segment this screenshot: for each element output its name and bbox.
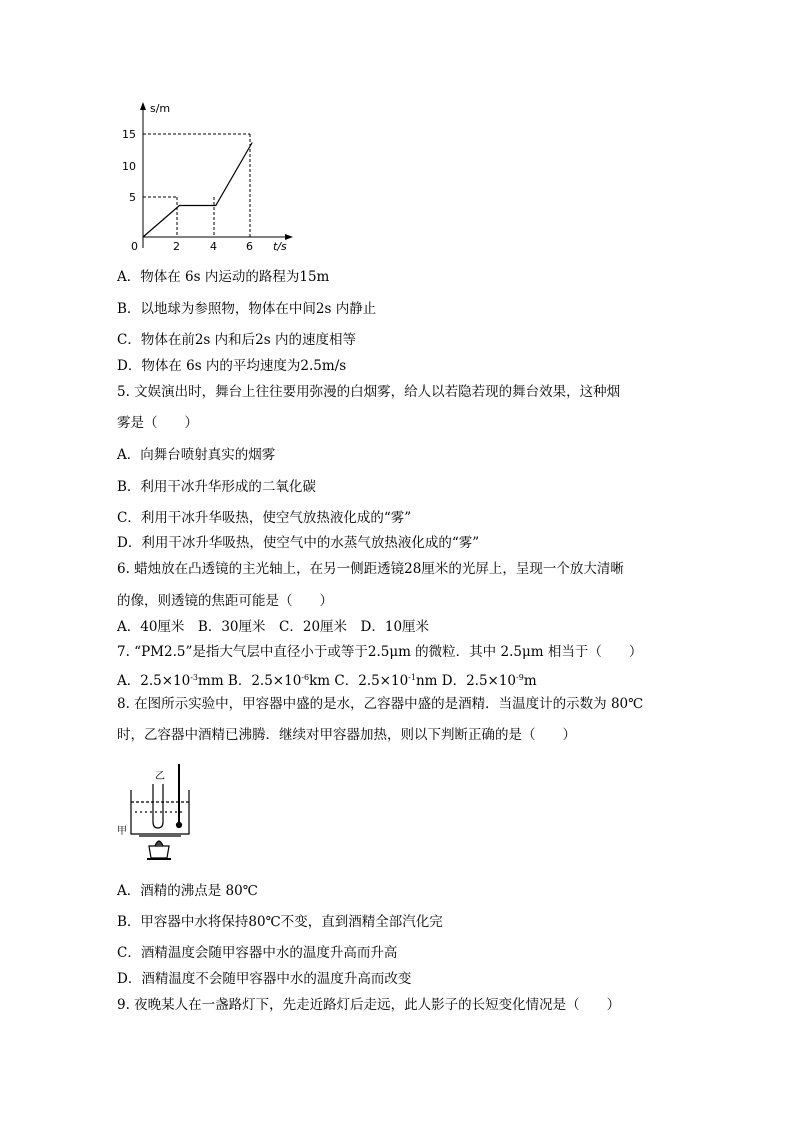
q4-option-a: A．物体在 6s 内运动的路程为15m bbox=[117, 269, 330, 285]
q5-stem-line2: 雾是（ ） bbox=[117, 415, 198, 431]
q7-opt-c-unit: nm D．2.5×10 bbox=[415, 673, 517, 689]
label-yi: 乙 bbox=[155, 771, 165, 782]
burner bbox=[149, 846, 169, 858]
boiling-apparatus-figure bbox=[117, 762, 197, 870]
q7-opt-d-unit: m bbox=[523, 673, 537, 689]
q7-opt-a-pre: A．2.5×10 bbox=[117, 673, 191, 689]
q8-option-d: D．酒精温度不会随甲容器中水的温度升高而改变 bbox=[117, 971, 412, 987]
q7-opt-a-unit: mm B．2.5×10 bbox=[198, 673, 302, 689]
q6-stem-line1: 6. 蜡烛放在凸透镜的主光轴上，在另一侧距透镜28厘米的光屏上，呈现一个放大清晰 bbox=[117, 561, 624, 577]
q7-opt-d-exp: -9 bbox=[516, 673, 524, 682]
x-axis-label: t/s bbox=[273, 240, 287, 253]
x-tick-6: 6 bbox=[246, 240, 253, 253]
q5-option-c: C．利用干冰升华吸热，使空气放热液化成的“雾” bbox=[117, 510, 412, 526]
q7-opt-c-exp: -1 bbox=[408, 673, 416, 682]
thermometer-bulb bbox=[177, 823, 182, 828]
test-tube-yi bbox=[153, 784, 163, 828]
y-axis-label: s/m bbox=[150, 102, 171, 115]
q5-option-b: B．利用干冰升华形成的二氧化碳 bbox=[117, 479, 316, 495]
q6-stem-line2: 的像，则透镜的焦距可能是（ ） bbox=[117, 593, 333, 609]
q8-option-c: C．酒精温度会随甲容器中水的温度升高而升高 bbox=[117, 945, 398, 961]
q8-stem-line1: 8. 在图所示实验中，甲容器中盛的是水，乙容器中盛的是酒精．当温度计的示数为 80℃ bbox=[117, 696, 644, 712]
flame bbox=[155, 841, 163, 846]
q5-option-d: D．利用干冰升华吸热，使空气中的水蒸气放热液化成的“雾” bbox=[117, 535, 480, 551]
distance-line bbox=[143, 143, 252, 238]
q7-options bbox=[117, 669, 537, 690]
q7-opt-a-exp: -3 bbox=[190, 673, 199, 682]
x-tick-4: 4 bbox=[210, 240, 217, 253]
q7-opt-b-unit: km C．2.5×10 bbox=[309, 673, 409, 689]
q5-stem-line1: 5. 文娱演出时，舞台上往往要用弥漫的白烟雾，给人以若隐若现的舞台效果，这种烟 bbox=[117, 384, 621, 400]
q8-stem-line2: 时，乙容器中酒精已沸腾．继续对甲容器加热，则以下判断正确的是（ ） bbox=[117, 727, 576, 743]
q9-stem: 9. 夜晚某人在一盏路灯下，先走近路灯后走远，此人影子的长短变化情况是（ ） bbox=[117, 997, 621, 1013]
q7-opt-b-exp: -6 bbox=[301, 673, 310, 682]
q7-stem: 7. “PM2.5”是指大气层中直径小于或等于2.5μm 的微粒．其中 2.5μm 相当于（ ） bbox=[117, 644, 643, 660]
y-tick-5: 5 bbox=[129, 191, 136, 204]
label-jia: 甲 bbox=[117, 826, 127, 837]
q4-option-d: D．物体在 6s 内的平均速度为2.5m/s bbox=[117, 358, 347, 374]
q4-option-c: C．物体在前2s 内和后2s 内的速度相等 bbox=[117, 332, 356, 348]
q6-options: A．40厘米 B．30厘米 C．20厘米 D．10厘米 bbox=[117, 619, 430, 635]
y-tick-10: 10 bbox=[122, 160, 136, 173]
origin-label: 0 bbox=[131, 240, 138, 253]
q5-option-a: A．向舞台喷射真实的烟雾 bbox=[117, 447, 276, 463]
q8-option-a: A．酒精的沸点是 80℃ bbox=[117, 883, 258, 899]
q8-option-b: B．甲容器中水将保持80℃不变，直到酒精全部汽化完 bbox=[117, 914, 443, 930]
y-axis-arrow bbox=[140, 102, 146, 110]
y-tick-15: 15 bbox=[122, 128, 136, 141]
distance-time-graph bbox=[117, 98, 297, 258]
q4-option-b: B．以地球为参照物，物体在中间2s 内静止 bbox=[117, 301, 377, 317]
x-tick-2: 2 bbox=[173, 240, 180, 253]
